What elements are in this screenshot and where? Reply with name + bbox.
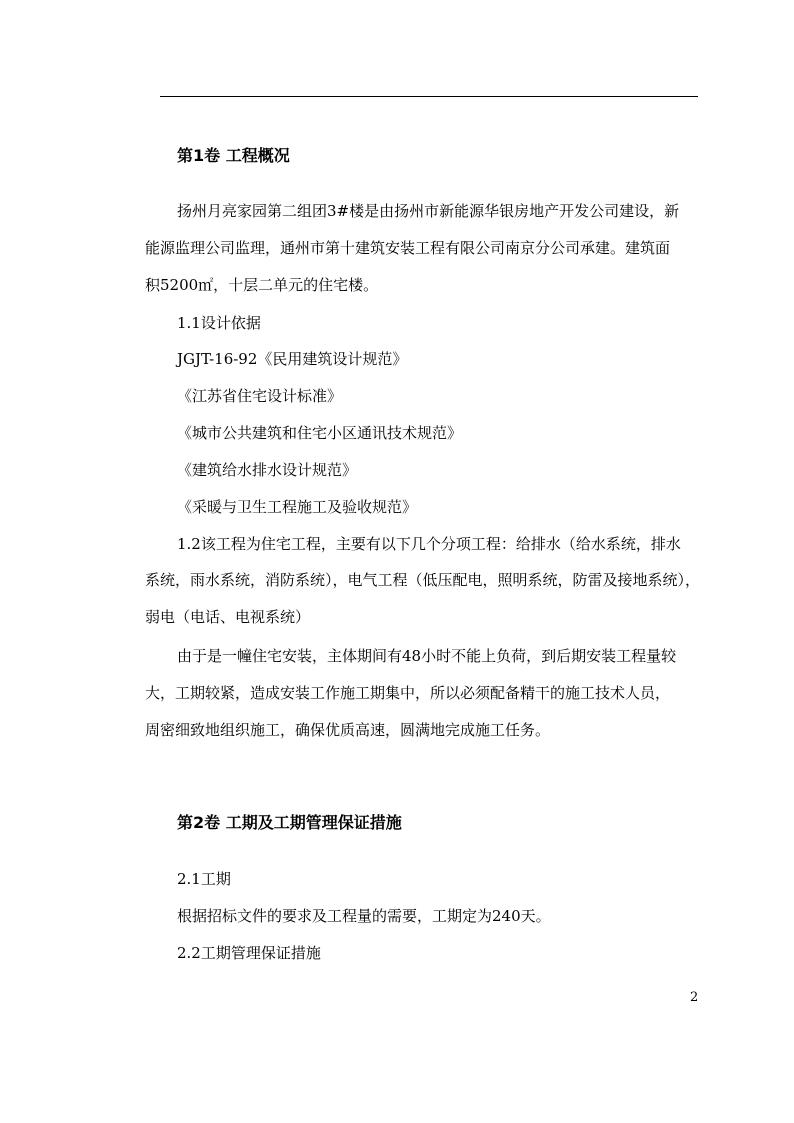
intro-line-1: 扬州月亮家园第二组团3#楼是由扬州市新能源华银房地产开发公司建设，新 xyxy=(177,202,680,220)
basis-item-5: 《采暖与卫生工程施工及验收规范》 xyxy=(177,498,418,516)
reason-line-3: 周密细致地组织施工，确保优质高速，圆满地完成施工任务。 xyxy=(145,721,551,739)
period-title: 2.1工期 xyxy=(177,870,231,888)
intro-line-3: 积5200㎡，十层二单元的住宅楼。 xyxy=(145,276,379,294)
scope-line-3: 弱电（电话、电视系统） xyxy=(145,608,311,626)
header-rule xyxy=(160,96,698,97)
measures-title: 2.2工期管理保证措施 xyxy=(177,944,321,962)
basis-title: 1.1设计依据 xyxy=(177,314,261,332)
scope-line-2: 系统，雨水系统，消防系统），电气工程（低压配电，照明系统，防雷及接地系统）， xyxy=(145,571,701,589)
scope-line-1: 1.2该工程为住宅工程，主要有以下几个分项工程：给排水（给水系统，排水 xyxy=(177,535,681,553)
intro-line-2: 能源监理公司监理，通州市第十建筑安装工程有限公司南京分公司承建。建筑面 xyxy=(145,239,671,257)
period-text: 根据招标文件的要求及工程量的需要，工期定为240天。 xyxy=(177,907,551,925)
reason-line-2: 大，工期较紧，造成安装工作施工期集中，所以必须配备精干的施工技术人员， xyxy=(145,684,671,702)
basis-item-1: JGJT-16-92《民用建筑设计规范》 xyxy=(177,350,408,368)
reason-line-1: 由于是一幢住宅安装，主体期间有48小时不能上负荷，到后期安装工程量较 xyxy=(177,647,677,665)
section-1-heading: 第1卷 工程概况 xyxy=(177,146,290,165)
section-2-heading: 第2卷 工期及工期管理保证措施 xyxy=(177,813,402,832)
basis-item-3: 《城市公共建筑和住宅小区通讯技术规范》 xyxy=(177,424,463,442)
basis-item-4: 《建筑给水排水设计规范》 xyxy=(177,461,358,479)
basis-item-2: 《江苏省住宅设计标准》 xyxy=(177,387,343,405)
page-number: 2 xyxy=(690,990,699,1005)
